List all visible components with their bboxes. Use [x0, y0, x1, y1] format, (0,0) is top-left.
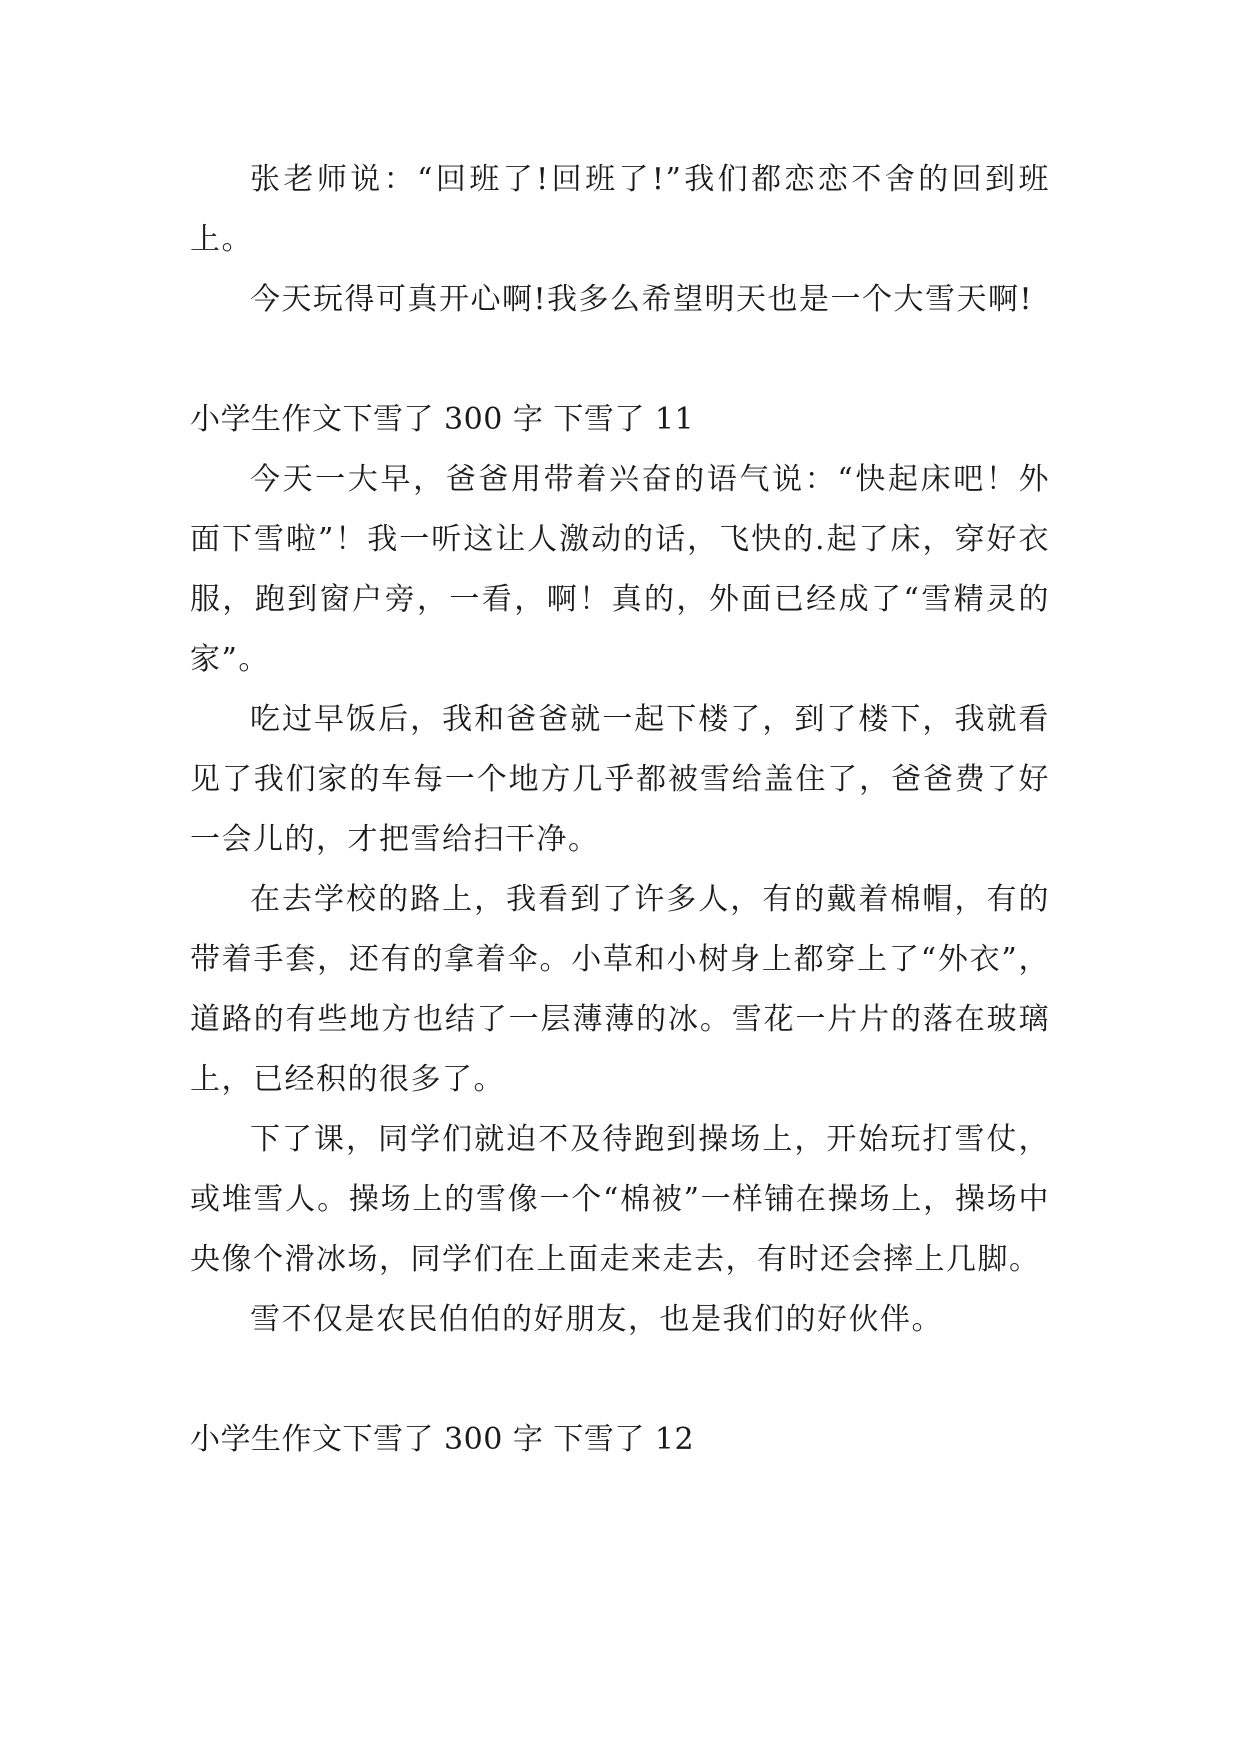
paragraph: 吃过早饭后，我和爸爸就一起下楼了，到了楼下，我就看见了我们家的车每一个地方几乎都被雪给盖住了，爸爸费了好一会儿的，才把雪给扫干净。 — [190, 702, 1050, 857]
section-gap — [190, 330, 1050, 390]
paragraph: 今天玩得可真开心啊!我多么希望明天也是一个大雪天啊! — [250, 282, 1034, 317]
section-gap — [190, 1350, 1050, 1410]
paragraph: 张老师说：“回班了!回班了!”我们都恋恋不舍的回到班上。 — [190, 162, 1050, 257]
paragraph: 雪不仅是农民伯伯的好朋友，也是我们的好伙伴。 — [250, 1302, 943, 1337]
section-heading: 小学生作文下雪了 300 字 下雪了 11 — [190, 402, 695, 437]
section-heading: 小学生作文下雪了 300 字 下雪了 12 — [190, 1422, 695, 1457]
paragraph: 在去学校的路上，我看到了许多人，有的戴着棉帽，有的带着手套，还有的拿着伞。小草和小树身上都穿上了“外衣”，道路的有些地方也结了一层薄薄的冰。雪花一片片的落在玻璃上，已经积的很多了。 — [190, 882, 1050, 1097]
paragraph: 下了课，同学们就迫不及待跑到操场上，开始玩打雪仗，或堆雪人。操场上的雪像一个“棉被”一样铺在操场上，操场中央像个滑冰场，同学们在上面走来走去，有时还会摔上几脚。 — [190, 1122, 1050, 1277]
document-page — [190, 0, 1050, 1470]
top-margin — [190, 0, 1050, 150]
paragraph: 今天一大早，爸爸用带着兴奋的语气说：“快起床吧！外面下雪啦”！我一听这让人激动的话，飞快的.起了床，穿好衣服，跑到窗户旁，一看，啊！真的，外面已经成了“雪精灵的家”。 — [190, 462, 1050, 677]
